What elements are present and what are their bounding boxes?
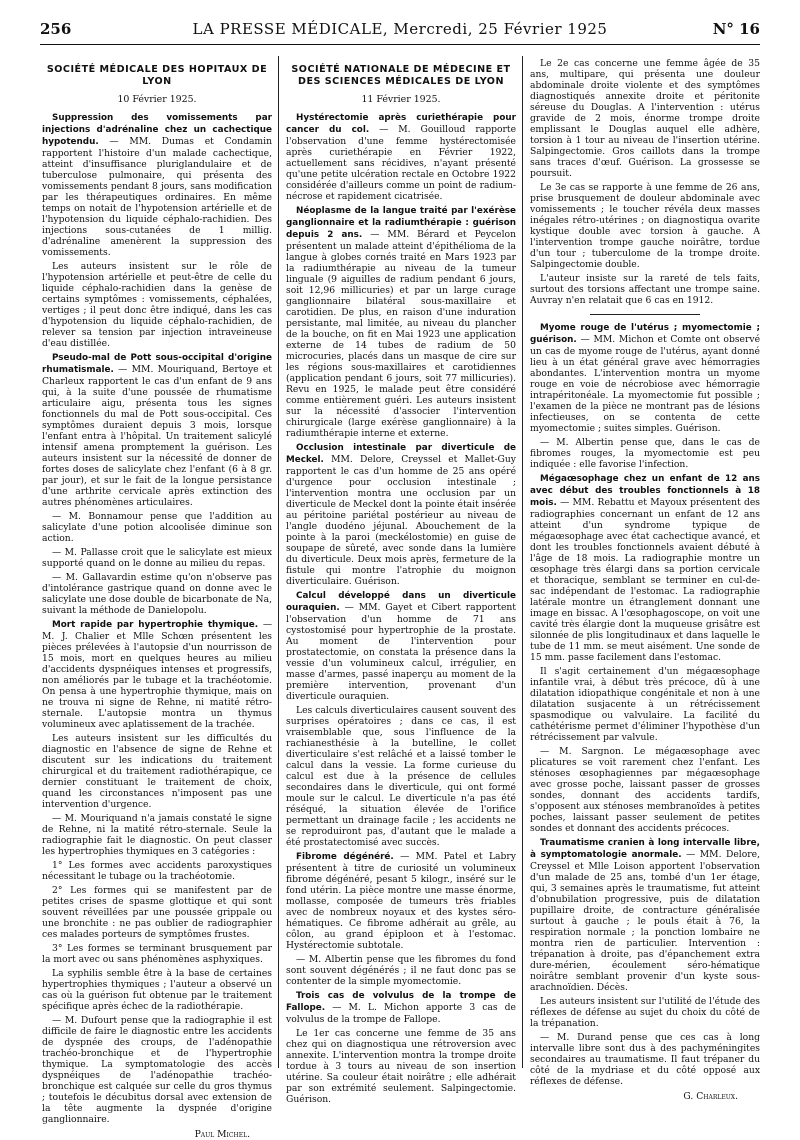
article-paragraph: Le 2e cas concerne une femme âgée de 35 ans, multipare, qui présenta une douleur abdominale droite violente et des symptômes diagnostiqués annexite droite et péritonite séreuse du Douglas. A l'intervention : utérus gravide de 2 mois, énorme trompe droite emplissant le Douglas auquel elle adhère, torsion à 1 tour au niveau de l'insertion utérine. Salpingectomie. Gros caillots dans la trompe sans traces d'œuf. Guérison. La grossesse se poursuit. <box>530 58 760 179</box>
issue-number: N° 16 <box>712 20 760 38</box>
article-paragraph: — M. Bonnamour pense que l'addition au salicylate d'une potion alcoolisée diminue son action. <box>42 511 272 544</box>
article-paragraph: — M. Dufourt pense que la radiographie il est difficile de faire le diagnostic entre les accidents de dyspnée des croups, de l'adénopathie trachéo-bronchique et de l'hypertrophie thymique. La symptomatologie des accès dyspnéiques de l'adénopathie trachéo-bronchique est calquée sur celle du gros thymus ; toutefois le décubitus dorsal avec extension de la tête augmente la dyspnée d'origine ganglionnaire. <box>42 1015 272 1125</box>
article-paragraph: Myome rouge de l'utérus ; myomectomie ; guérison. — MM. Michon et Comte ont observé un cas de myome rouge de l'utérus, ayant donné lieu à un état général grave avec hémorragies abondantes. L'intervention montra un myome rouge en voie de nécrobiose avec hémorragie intrapéritonéale. La myomectomie fut possible ; l'examen de la pièce ne montrant pas de lésions infectieuses, on se contenta de cette myomectomie ; suites simples. Guérison. <box>530 323 761 434</box>
article-paragraph: Suppression des vomissements par injections d'adrénaline chez un cachectique hypotendu. — MM. Dumas et Condamin rapportent l'histoire d'un malade cachectique, atteint d'insuffisance pluriglandulaire et de tuberculose pulmonaire, qui présenta des vomissements pendant 8 jours, sans modification par les thérapeutiques ordinaires. En même temps on notait de l'hypotension artérielle et de l'hypotension du liquide céphalo-rachidien. Des injections sous-cutanées de 1 millig. d'adrénaline amenèrent la suppression des vomissements. <box>42 113 272 258</box>
article-paragraph: Hystérectomie après curiethérapie pour cancer du col. — M. Gouilloud rapporte l'observation d'une femme hystérectomisée après curiethérapie en Février 1922, actuellement sans récidives, n'ayant présenté qu'une petite ulcération rectale en Octobre 1922 considérée d'ailleurs comme un point de radium-nécrose et rapidement cicatrisée. <box>286 113 517 202</box>
article-paragraph: Il s'agit certainement d'un mégaœsophage infantile vrai, à début très précoce, dû à une dilatation idiopathique congénitale et non à une dilatation susjacente à un rétrécissement spasmodique ou valvulaire. La facilité du cathétérisme permet d'éliminer l'hypothèse d'un rétrécissement par valvule. <box>530 666 760 743</box>
page-number: 256 <box>40 20 72 38</box>
article-title: Traumatisme cranien à long intervalle libre, à symptomatologie anormale. <box>530 838 760 860</box>
session-date: 11 Février 1925. <box>361 94 441 105</box>
journal-title: LA PRESSE MÉDICALE, Mercredi, 25 Février 1925 <box>192 20 608 38</box>
article-paragraph: Les auteurs insistent sur l'utilité de l'étude des réflexes de défense au sujet du choix du côté de la trépanation. <box>530 996 760 1029</box>
article-paragraph: — M. Pallasse croit que le salicylate est mieux supporté quand on le donne au milieu du repas. <box>42 547 272 569</box>
article-title: Pseudo-mal de Pott sous-occipital d'origine rhumatismale. <box>42 353 272 375</box>
article-paragraph: Le 1er cas concerne une femme de 35 ans chez qui on diagnostiqua une rétroversion avec annexite. L'intervention montra la trompe droite tordue à 3 tours au niveau de son insertion utérine. Sa couleur était noirâtre ; elle adhérait par son extrémité seulement. Salpingectomie. Guérison. <box>286 1028 516 1105</box>
header-rule <box>40 44 760 45</box>
article-title: Calcul développé dans un diverticule ouraquien. <box>286 591 516 613</box>
article-title: Mort rapide par hypertrophie thymique. <box>52 620 259 630</box>
article-paragraph: Pseudo-mal de Pott sous-occipital d'origine rhumatismale. — MM. Mouriquand, Bertoye et Charleux rapportent le cas d'un enfant de 9 ans qui, à la suite d'une poussée de rhumatisme articulaire aigu, présenta tous les signes fonctionnels du mal de Pott sous-occipital. Ces symptômes duraient depuis 3 mois, lorsque l'enfant entra à l'hôpital. Un traitement salicylé intensif amena promptement la guérison. Les auteurs insistent sur la nécessité de donner de fortes doses de salicylate chez l'enfant (6 à 8 gr. par jour), et sur le fait de la longue persistance d'une arthrite cervicale après extinction des autres phénomènes articulaires. <box>42 353 272 508</box>
article-paragraph: Mort rapide par hypertrophie thymique. — M. J. Chalier et Mlle Schœn présentent les pièces prélevées à l'autopsie d'un nourrisson de 15 mois, mort en quelques heures au milieu d'accidents dyspnéiques intenses et progressifs, non améliorés par le tubage et la trachéotomie. On pensa à une hypertrophie thymique, mais on ne trouva ni signe de Rehne, ni matité rétro-sternale. L'autopsie montra un thymus volumineux avec aplatissement de la trachée. <box>42 619 272 730</box>
article-paragraph: — M. Durand pense que ces cas à long intervalle libre sont dus à des pachyméningites secondaires au traumatisme. Il faut trépaner du côté de la mydriase et du côté opposé aux réflexes de défense. <box>530 1032 760 1087</box>
article-paragraph: Les auteurs insistent sur le rôle de l'hypotension artérielle et peut-être de celle du liquide céphalo-rachidien dans la genèse de certains symptômes : vomissements, céphalées, vertiges ; il peut donc être indiqué, dans les cas d'hypotension du liquide céphalo-rachidien, de relever sa tension par injection intraveineuse d'eau distillée. <box>42 261 272 349</box>
session-date: 10 Février 1925. <box>117 94 197 105</box>
article-paragraph: — M. Mouriquand n'a jamais constaté le signe de Rehne, ni la matité rétro-sternale. Seule la radiographie fait le diagnostic. On peut classer les hypertrophies thymiques en 3 catégories : <box>42 813 272 857</box>
article-title: Occlusion intestinale par diverticule de Meckel. <box>286 443 516 465</box>
article-title: Mégaœsophage chez un enfant de 12 ans avec début des troubles fonctionnels à 18 mois. <box>530 474 760 508</box>
article-title: Fibrome dégénéré. <box>296 852 394 862</box>
column-divider <box>522 56 523 1068</box>
section-divider <box>590 314 700 315</box>
article-title: Suppression des vomissements par injections d'adrénaline chez un cachectique hypotendu. <box>42 113 272 147</box>
article-paragraph: Occlusion intestinale par diverticule de Meckel. MM. Delore, Creyssel et Mallet-Guy rapportent le cas d'un homme de 25 ans opéré d'urgence pour occlusion intestinale ; l'intervention montra une occlusion par un diverticule de Meckel dont la pointe était insérée au péritoine pariétal postérieur au niveau de l'angle duodéno jéjunal. Abouchement de la pointe à la paroi (meckélostomie) en guise de soupape de sûreté, avec sonde dans la lumière du diverticule. Deux mois après, fermeture de la fistule qui montre l'atrophie du moignon diverticulaire. Guérison. <box>286 443 516 587</box>
article-paragraph: Les calculs diverticulaires causent souvent des surprises opératoires ; dans ce cas, il est vraisemblable que, sous l'influence de la rachianesthésie à la butelline, le collet diverticulaire s'est relâché et a laissé tomber le calcul dans la vessie. La forme curieuse du calcul est due à la présence de cellules secondaires dans le diverticule, qui ont formé moule sur le calcul. Le diverticule n'a pas été réséqué, la situation élevée de l'orifice permettant un drainage facile ; les accidents ne se reproduiront pas, d'autant que le malade a été prostatectomisé avec succès. <box>286 705 516 848</box>
column-divider <box>278 56 279 1068</box>
article-paragraph: L'auteur insiste sur la rareté de tels faits, surtout des torsions affectant une trompe saine. Auvray n'en relatait que 6 cas en 1912. <box>530 273 760 306</box>
article-paragraph: Les auteurs insistent sur les difficultés du diagnostic en l'absence de signe de Rehne et discutent sur les indications du traitement chirurgical et du traitement radiothérapique, ce dernier constituant le traitement de choix, quand les circonstances n'imposent pas une intervention d'urgence. <box>42 733 272 810</box>
article-paragraph: — M. Gallavardin estime qu'on n'observe pas d'intolérance gastrique quand on donne avec le salicylate une dose double de bicarbonate de Na, suivant la méthode de Danielopolu. <box>42 572 272 616</box>
society-heading: SOCIÉTÉ MÉDICALE DES HOPITAUX DE LYON <box>46 64 268 87</box>
article-title: Trois cas de volvulus de la trompe de Fallope. <box>286 991 516 1013</box>
article-title: Myome rouge de l'utérus ; myomectomie ; guérison. <box>530 323 760 345</box>
article-paragraph: Le 3e cas se rapporte à une femme de 26 ans, prise brusquement de douleur abdominale avec vomissements ; le toucher révéla deux masses inégales rétro-utérines ; on diagnostiqua ovarite kystique double avec torsion à gauche. A l'intervention trompe gauche noirâtre, tordue d'un tour ; tuberculome de la trompe droite. Salpingectomie double. <box>530 182 760 270</box>
article-paragraph: — M. Albertin pense que, dans le cas de fibromes rouges, la myomectomie est peu indiquée : elle favorise l'infection. <box>530 437 760 470</box>
article-paragraph: Trois cas de volvulus de la trompe de Fallope. — M. L. Michon apporte 3 cas de volvulus de la trompe de Fallope. <box>286 991 516 1025</box>
signature: G. Charleux. <box>683 1091 738 1102</box>
article-paragraph: — M. Sargnon. Le mégaœsophage avec plicatures se voit rarement chez l'enfant. Les sténoses œsophagiennes par mégaœsophage avec grosse poche, laissant passer de grosses sondes, donnant des accidents tardifs, s'opposent aux sténoses membranoïdes à petites poches, laissant passer seulement de petites sondes et donnant des accidents précoces. <box>530 746 760 834</box>
society-heading: SOCIÉTÉ NATIONALE DE MÉDECINE ET DES SCIENCES MÉDICALES DE LYON <box>291 64 511 87</box>
article-paragraph: Traumatisme cranien à long intervalle libre, à symptomatologie anormale. — MM. Delore, Creyssel et Mlle Loison apportent l'observation d'un malade de 25 ans, tombé d'un 1er étage, qui, 3 semaines après le traumatisme, fut atteint d'obnubilation progressive, puis de dilatation pupillaire droite, de contracture généralisée surtout à gauche ; le pouls était à 76, la respiration normale ; la ponction lombaire ne montra rien de particulier. Intervention : trépanation à droite, pas d'épanchement extra dure-mérien, écoulement séro-hématique noirâtre semblant provenir d'un kyste sous-arachnoïdien. Décès. <box>530 838 760 993</box>
article-paragraph: 1° Les formes avec accidents paroxystiques nécessitant le tubage ou la trachéotomie. <box>42 860 272 882</box>
article-paragraph: Fibrome dégénéré. — MM. Patel et Labry présentent à titre de curiosité un volumineux fibrome dégénéré, pesant 5 kilogr., inséré sur le fond utérin. La pièce montre une masse énorme, mollasse, composée de tumeurs très friables avec de nombreux noyaux et des kystes séro-hématiques. Ce fibrome adhérait au grêle, au côlon, au grand épiploon et à l'estomac. Hystérectomie subtotale. <box>286 851 516 951</box>
article-paragraph: 3° Les formes se terminant brusquement par la mort avec ou sans phénomènes asphyxiques. <box>42 943 272 965</box>
article-paragraph: Mégaœsophage chez un enfant de 12 ans avec début des troubles fonctionnels à 18 mois. — MM. Rebattu et Mayoux présentent des radiographies concernant un enfant de 12 ans atteint d'un syndrome typique de mégaœsophage avec état cachectique avancé, et dont les troubles fonctionnels avaient débuté à l'âge de 18 mois. La radiographie montre un œsophage très élargi dans sa portion cervicale et thoracique, semblant se terminer en cul-de-sac indépendant de l'estomac. La radiographie latérale montre un étranglement donnant une image en bissac. A l'œsophagoscope, on voit une cavité très élargie dont la muqueuse grisâtre est silonnée de plis longitudinaux et dans laquelle le tube de 11 mm. se meut aisément. Une sonde de 15 mm. passe facilement dans l'estomac. <box>530 474 760 663</box>
article-paragraph: Calcul développé dans un diverticule ouraquien. — MM. Gayet et Cibert rapportent l'observation d'un homme de 71 ans cystostomisé pour hypertrophie de la prostate. Au moment de l'intervention pour prostatectomie, on constata la présence dans la vessie d'un volumineux calcul, irrégulier, en masse d'armes, passé inaperçu au moment de la première intervention, provenant d'un diverticule ouraquien. <box>286 591 516 702</box>
article-title: Hystérectomie après curiethérapie pour cancer du col. <box>286 113 516 135</box>
article-paragraph: — M. Albertin pense que les fibromes du fond sont souvent dégénérés ; il ne faut donc pas se contenter de la simple myomectomie. <box>286 954 516 987</box>
column-3 <box>530 58 761 1102</box>
column-1 <box>42 58 272 1140</box>
signature: Paul Michel. <box>194 1129 250 1140</box>
page-header <box>40 20 760 44</box>
article-title: Néoplasme de la langue traité par l'exérèse ganglionnaire et la radiumthérapie : guérison depuis 2 ans. <box>286 206 516 240</box>
column-2 <box>286 58 517 1105</box>
article-paragraph: La syphilis semble être à la base de certaines hypertrophies thymiques ; l'auteur a observé un cas où la guérison fut obtenue par le traitement spécifique après échec de la radiothérapie. <box>42 968 272 1012</box>
article-paragraph: 2° Les formes qui se manifestent par de petites crises de spasme glottique et qui sont souvent réveillées par une poussée grippale ou une bronchite : ne pas oublier de radiographier ces malades porteurs de symptômes frustes. <box>42 885 272 940</box>
article-paragraph: Néoplasme de la langue traité par l'exérèse ganglionnaire et la radiumthérapie : guérison depuis 2 ans. — MM. Bérard et Peycelon présentent un malade atteint d'épithélioma de la langue à globes cornés traité en Mars 1923 par la radiumthérapie au niveau de la tumeur linguale (9 aiguilles de radium pendant 6 jours, soit 12,96 millicuries) et par un large curage ganglionnaire bilatéral sous-maxillaire et carotidien. De plus, en raison d'une induration persistante, mal limitée, au niveau du plancher de la bouche, on fit en Mai 1923 une application externe de 14 tubes de radium de 50 microcuries, placés dans un masque de cire sur les régions sous-maxillaires et carotidiennes (application pendant 6 jours, soit 77 millicuries). Revu en 1925, le malade peut être considéré comme entièrement guéri. Les auteurs insistent sur la nécessité d'associer l'intervention chirurgicale (large exérèse ganglionnaire) à la radiumthérapie interne et externe. <box>286 206 516 439</box>
